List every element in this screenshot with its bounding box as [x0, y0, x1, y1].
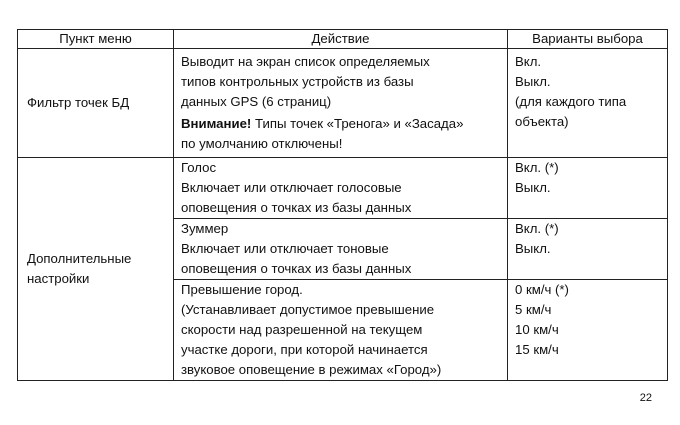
option-value: (для каждого типа: [515, 94, 627, 109]
table-row-voice: [18, 158, 668, 219]
warning-title: Внимание!: [181, 116, 252, 131]
action-line: типов контрольных устройств из базы: [181, 74, 414, 89]
settings-table: [17, 29, 668, 381]
options-cell-buzzer: [508, 219, 668, 280]
action-line: Включает или отключает тоновые: [181, 241, 389, 256]
action-line: оповещения о точках из базы данных: [181, 261, 412, 276]
table-row-db-filter: [18, 49, 668, 158]
action-line: участке дороги, при которой начинается: [181, 342, 428, 357]
table-header-row: [18, 30, 668, 49]
option-value: Вкл.: [515, 54, 542, 69]
action-line: оповещения о точках из базы данных: [181, 200, 412, 215]
option-value: Выкл.: [515, 180, 551, 195]
option-value: объекта): [515, 114, 569, 129]
action-line: (Устанавливает допустимое превышение: [181, 302, 435, 317]
option-value: 0 км/ч (*): [515, 282, 569, 297]
header-action: Действие: [174, 30, 508, 49]
option-value: Вкл. (*): [515, 160, 559, 175]
options-cell-db-filter: [508, 49, 668, 158]
action-line: данных GPS (6 страниц): [181, 94, 332, 109]
option-value: 5 км/ч: [515, 302, 552, 317]
action-line: Зуммер: [181, 221, 229, 236]
action-line: Превышение город.: [181, 282, 303, 297]
option-value: Выкл.: [515, 74, 551, 89]
action-line: Выводит на экран список определяемых: [181, 54, 430, 69]
page-number: 22: [639, 392, 652, 404]
option-value: Выкл.: [515, 241, 551, 256]
options-cell-voice: [508, 158, 668, 219]
menu-cell-additional-settings: [18, 158, 174, 381]
options-cell-city-excess: [508, 280, 668, 381]
header-options: Варианты выбора: [508, 30, 668, 49]
menu-cell-db-filter: Фильтр точек БД: [18, 49, 174, 158]
action-cell-city-excess: [174, 280, 508, 381]
option-value: 10 км/ч: [515, 322, 559, 337]
option-value: 15 км/ч: [515, 342, 559, 357]
menu-line: настройки: [27, 271, 90, 286]
warning-line: по умолчанию отключены!: [181, 136, 343, 151]
action-line: скорости над разрешенной на текущем: [181, 322, 423, 337]
header-menu-item: Пункт меню: [18, 30, 174, 49]
menu-line: Дополнительные: [27, 251, 132, 266]
action-cell-db-filter: [174, 49, 508, 158]
action-line: звуковое оповещение в режимах «Город»): [181, 362, 442, 377]
action-line: Голос: [181, 160, 217, 175]
warning-line: [181, 114, 500, 134]
option-value: Вкл. (*): [515, 221, 559, 236]
action-cell-buzzer: [174, 219, 508, 280]
action-line: Включает или отключает голосовые: [181, 180, 402, 195]
warning-text: Типы точек «Тренога» и «Засада»: [251, 116, 464, 131]
action-cell-voice: [174, 158, 508, 219]
